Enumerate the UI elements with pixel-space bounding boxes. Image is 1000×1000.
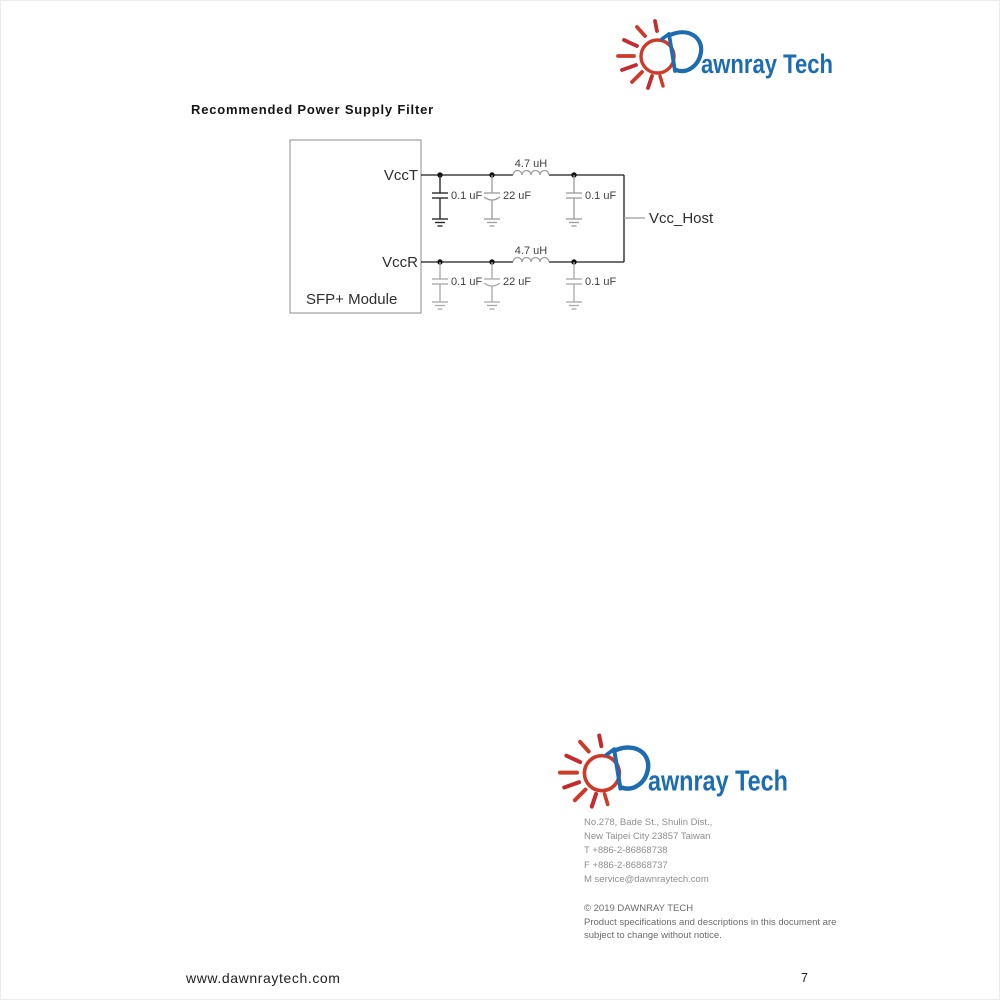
- port-vcct-label: VccT: [383, 167, 418, 184]
- company-logo-bottom: [542, 730, 807, 810]
- legal-block: [584, 902, 836, 943]
- footer-website: www.dawnraytech.com: [186, 970, 341, 986]
- capacitor-bottom-3: [566, 262, 582, 309]
- capacitor-top-3: [566, 175, 582, 226]
- capacitor-top-1: [432, 175, 448, 226]
- contact-block: [584, 816, 712, 887]
- logo-letter-d: [607, 748, 649, 789]
- cap-top-1-label: 0.1 uF: [451, 190, 483, 202]
- address-line-2: New Taipei City 23857 Taiwan: [584, 831, 711, 843]
- inductor-bottom-label: 4.7 uH: [514, 245, 548, 257]
- cap-top-2-label: 22 uF: [503, 190, 532, 202]
- email-line: M service@dawnraytech.com: [584, 873, 709, 885]
- logo-wordmark: awnray Tech: [701, 49, 833, 79]
- vcc-host-label: Vcc_Host: [649, 210, 714, 227]
- logo-wordmark: awnray Tech: [648, 765, 788, 798]
- power-supply-filter-diagram: [281, 136, 721, 321]
- capacitor-top-2: [484, 175, 500, 226]
- page-number: 7: [801, 971, 808, 985]
- fax-line: F +886-2-86868737: [584, 859, 668, 871]
- company-logo-top: [601, 16, 851, 91]
- inductor-bottom-icon: [513, 258, 549, 263]
- sfp-module-label: SFP+ Module: [306, 291, 398, 308]
- notice-line-2: subject to change without notice.: [584, 930, 722, 942]
- junction-dots: [437, 172, 576, 264]
- copyright-line: © 2019 DAWNRAY TECH: [584, 903, 694, 914]
- cap-bottom-2-label: 22 uF: [503, 276, 532, 288]
- notice-line-1: Product specifications and descriptions in this document are: [584, 916, 837, 928]
- cap-top-3-label: 0.1 uF: [585, 190, 617, 202]
- inductor-top-label: 4.7 uH: [514, 158, 548, 170]
- logo-letter-d: [662, 32, 701, 71]
- page-title: Recommended Power Supply Filter: [191, 102, 434, 117]
- address-line-1: No.278, Bade St., Shulin Dist.,: [584, 817, 713, 828]
- capacitor-bottom-2: [484, 262, 500, 309]
- capacitor-bottom-1: [432, 262, 448, 309]
- sfp-module-box: [290, 140, 421, 313]
- phone-line: T +886-2-86868738: [584, 845, 668, 857]
- inductor-top-icon: [513, 171, 549, 176]
- sun-icon: [618, 21, 674, 88]
- cap-bottom-3-label: 0.1 uF: [585, 276, 617, 288]
- cap-bottom-1-label: 0.1 uF: [451, 276, 483, 288]
- port-vccr-label: VccR: [382, 254, 418, 271]
- sun-icon: [560, 736, 619, 807]
